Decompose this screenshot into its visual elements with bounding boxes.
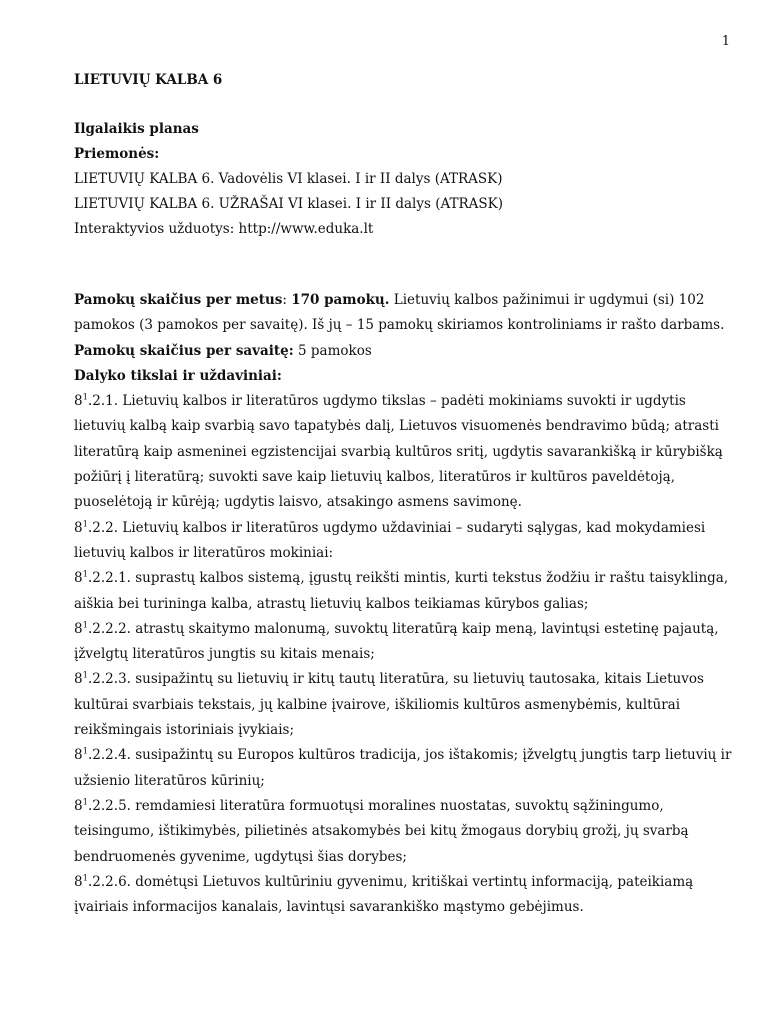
section-number: 8: [74, 747, 83, 764]
section-number: 8: [74, 797, 83, 814]
page-number: 1: [721, 34, 730, 49]
document-body: [74, 68, 734, 920]
lessons-per-year-value: 170 pamokų.: [291, 292, 390, 308]
goals-list: [74, 389, 734, 920]
goal-text: .2.2.5. remdamiesi literatūra formuotųsi moralines nuostatas, suvoktų sąžiningumo, teisingumo, ištikimybės, pilietinės atsakomybės bei kitų žmogaus dorybių grožį, jų svarbą bendruomenės gyvenime, ugdytųsi šias dorybes;: [74, 797, 689, 865]
section-superscript: 1: [82, 670, 89, 681]
goal-paragraph: [74, 870, 734, 921]
section-number: 8: [74, 519, 83, 536]
section-superscript: 1: [82, 620, 89, 631]
lessons-per-week-value: 5 pamokos: [293, 342, 372, 359]
goal-paragraph: [74, 389, 734, 515]
section-superscript: 1: [82, 746, 89, 757]
goals-heading: Dalyko tikslai ir uždaviniai:: [74, 367, 282, 384]
goal-paragraph: [74, 667, 734, 743]
lessons-per-year-colon: :: [282, 292, 287, 308]
goal-text: .2.2.2. atrastų skaitymo malonumą, suvoktų literatūrą kaip meną, lavintųsi estetinę pajautą, įžvelgtų literatūros jungtis su kitais menais;: [74, 620, 719, 663]
section-superscript: 1: [82, 797, 89, 808]
section-superscript: 1: [82, 392, 89, 403]
lessons-per-week: [74, 339, 734, 364]
goal-paragraph: [74, 516, 734, 567]
lessons-per-week-colon: :: [288, 342, 294, 359]
resource-item: LIETUVIŲ KALBA 6. Vadovėlis VI klasei. I ir II dalys (ATRASK): [74, 171, 503, 187]
section-number: 8: [74, 671, 83, 688]
document-subtitle: Ilgalaikis planas: [74, 121, 199, 137]
goal-text: .2.2.3. susipažintų su lietuvių ir kitų tautų literatūra, su lietuvių tautosaka, kitais Lietuvos kultūrai svarbiais tekstais, jų kalbine įvairove, iškiliomis kultūros asmenybėmis, kultūrai reikšmingais istoriniais įvykiais;: [74, 671, 704, 739]
goal-text: .2.2.6. domėtųsi Lietuvos kultūriniu gyvenimu, kritiškai vertintų informaciją, pateikiamą įvairiais informacijos kanalais, lavintųsi savarankiško mąstymo gebėjimus.: [74, 873, 694, 916]
section-superscript: 1: [82, 569, 89, 580]
goal-paragraph: [74, 794, 734, 870]
goal-text: .2.2.4. susipažintų su Europos kultūros tradicija, jos ištakomis; įžvelgtų jungtis tarp lietuvių ir užsienio literatūros kūrinių;: [74, 747, 732, 789]
goal-text: .2.2.1. suprastų kalbos sistemą, įgustų reikšti mintis, kurti tekstus žodžiu ir raštu taisyklinga, aiškia bei turininga kalba, atrastų lietuvių kalbos teikiamas kūrybos galias;: [74, 570, 729, 612]
section-superscript: 1: [82, 519, 89, 530]
section-number: 8: [74, 570, 83, 587]
lessons-per-year-label: Pamokų skaičius per metus: [74, 292, 283, 308]
goal-paragraph: [74, 617, 734, 668]
lessons-per-week-label: Pamokų skaičius per savaitę: [74, 342, 289, 359]
section-number: 8: [74, 393, 83, 410]
section-number: 8: [74, 873, 83, 890]
resources-heading: Priemonės:: [74, 146, 160, 162]
lessons-per-year-rest: Lietuvių kalbos pažinimui ir ugdymui (si) 102 pamokos (3 pamokos per savaitę). Iš jų – 15 pamokų skiriamos kontroliniams ir rašto darbams.: [74, 292, 725, 334]
goal-text: .2.1. Lietuvių kalbos ir literatūros ugdymo tikslas – padėti mokiniams suvokti ir ugdytis lietuvių kalbą kaip svarbią savo tapatybės dalį, Lietuvos visuomenės bendravimo būdą; atrasti literatūrą kaip asmeninei egzistencijai svarbią kultūros sritį, ugdytis savarankišką ir kūrybišką požiūrį į literatūrą; suvokti save kaip lietuvių kalbos, literatūros ir kultūros paveldėtoją, puoselėtoją ir kūrėją; ugdytis laisvo, atsakingo asmens savimonę.: [74, 393, 723, 511]
goal-text: .2.2. Lietuvių kalbos ir literatūros ugdymo uždaviniai – sudaryti sąlygas, kad mokydamiesi lietuvių kalbos ir literatūros mokiniai:: [74, 519, 706, 561]
goal-paragraph: [74, 743, 734, 794]
goal-paragraph: [74, 566, 734, 617]
lessons-per-year: [74, 288, 734, 339]
document-title: LIETUVIŲ KALBA 6: [74, 72, 223, 88]
resource-item: LIETUVIŲ KALBA 6. UŽRAŠAI VI klasei. I ir II dalys (ATRASK): [74, 196, 503, 212]
section-number: 8: [74, 620, 83, 637]
section-superscript: 1: [82, 873, 89, 884]
resource-item: Interaktyvios užduotys: http://www.eduka.lt: [74, 221, 374, 237]
